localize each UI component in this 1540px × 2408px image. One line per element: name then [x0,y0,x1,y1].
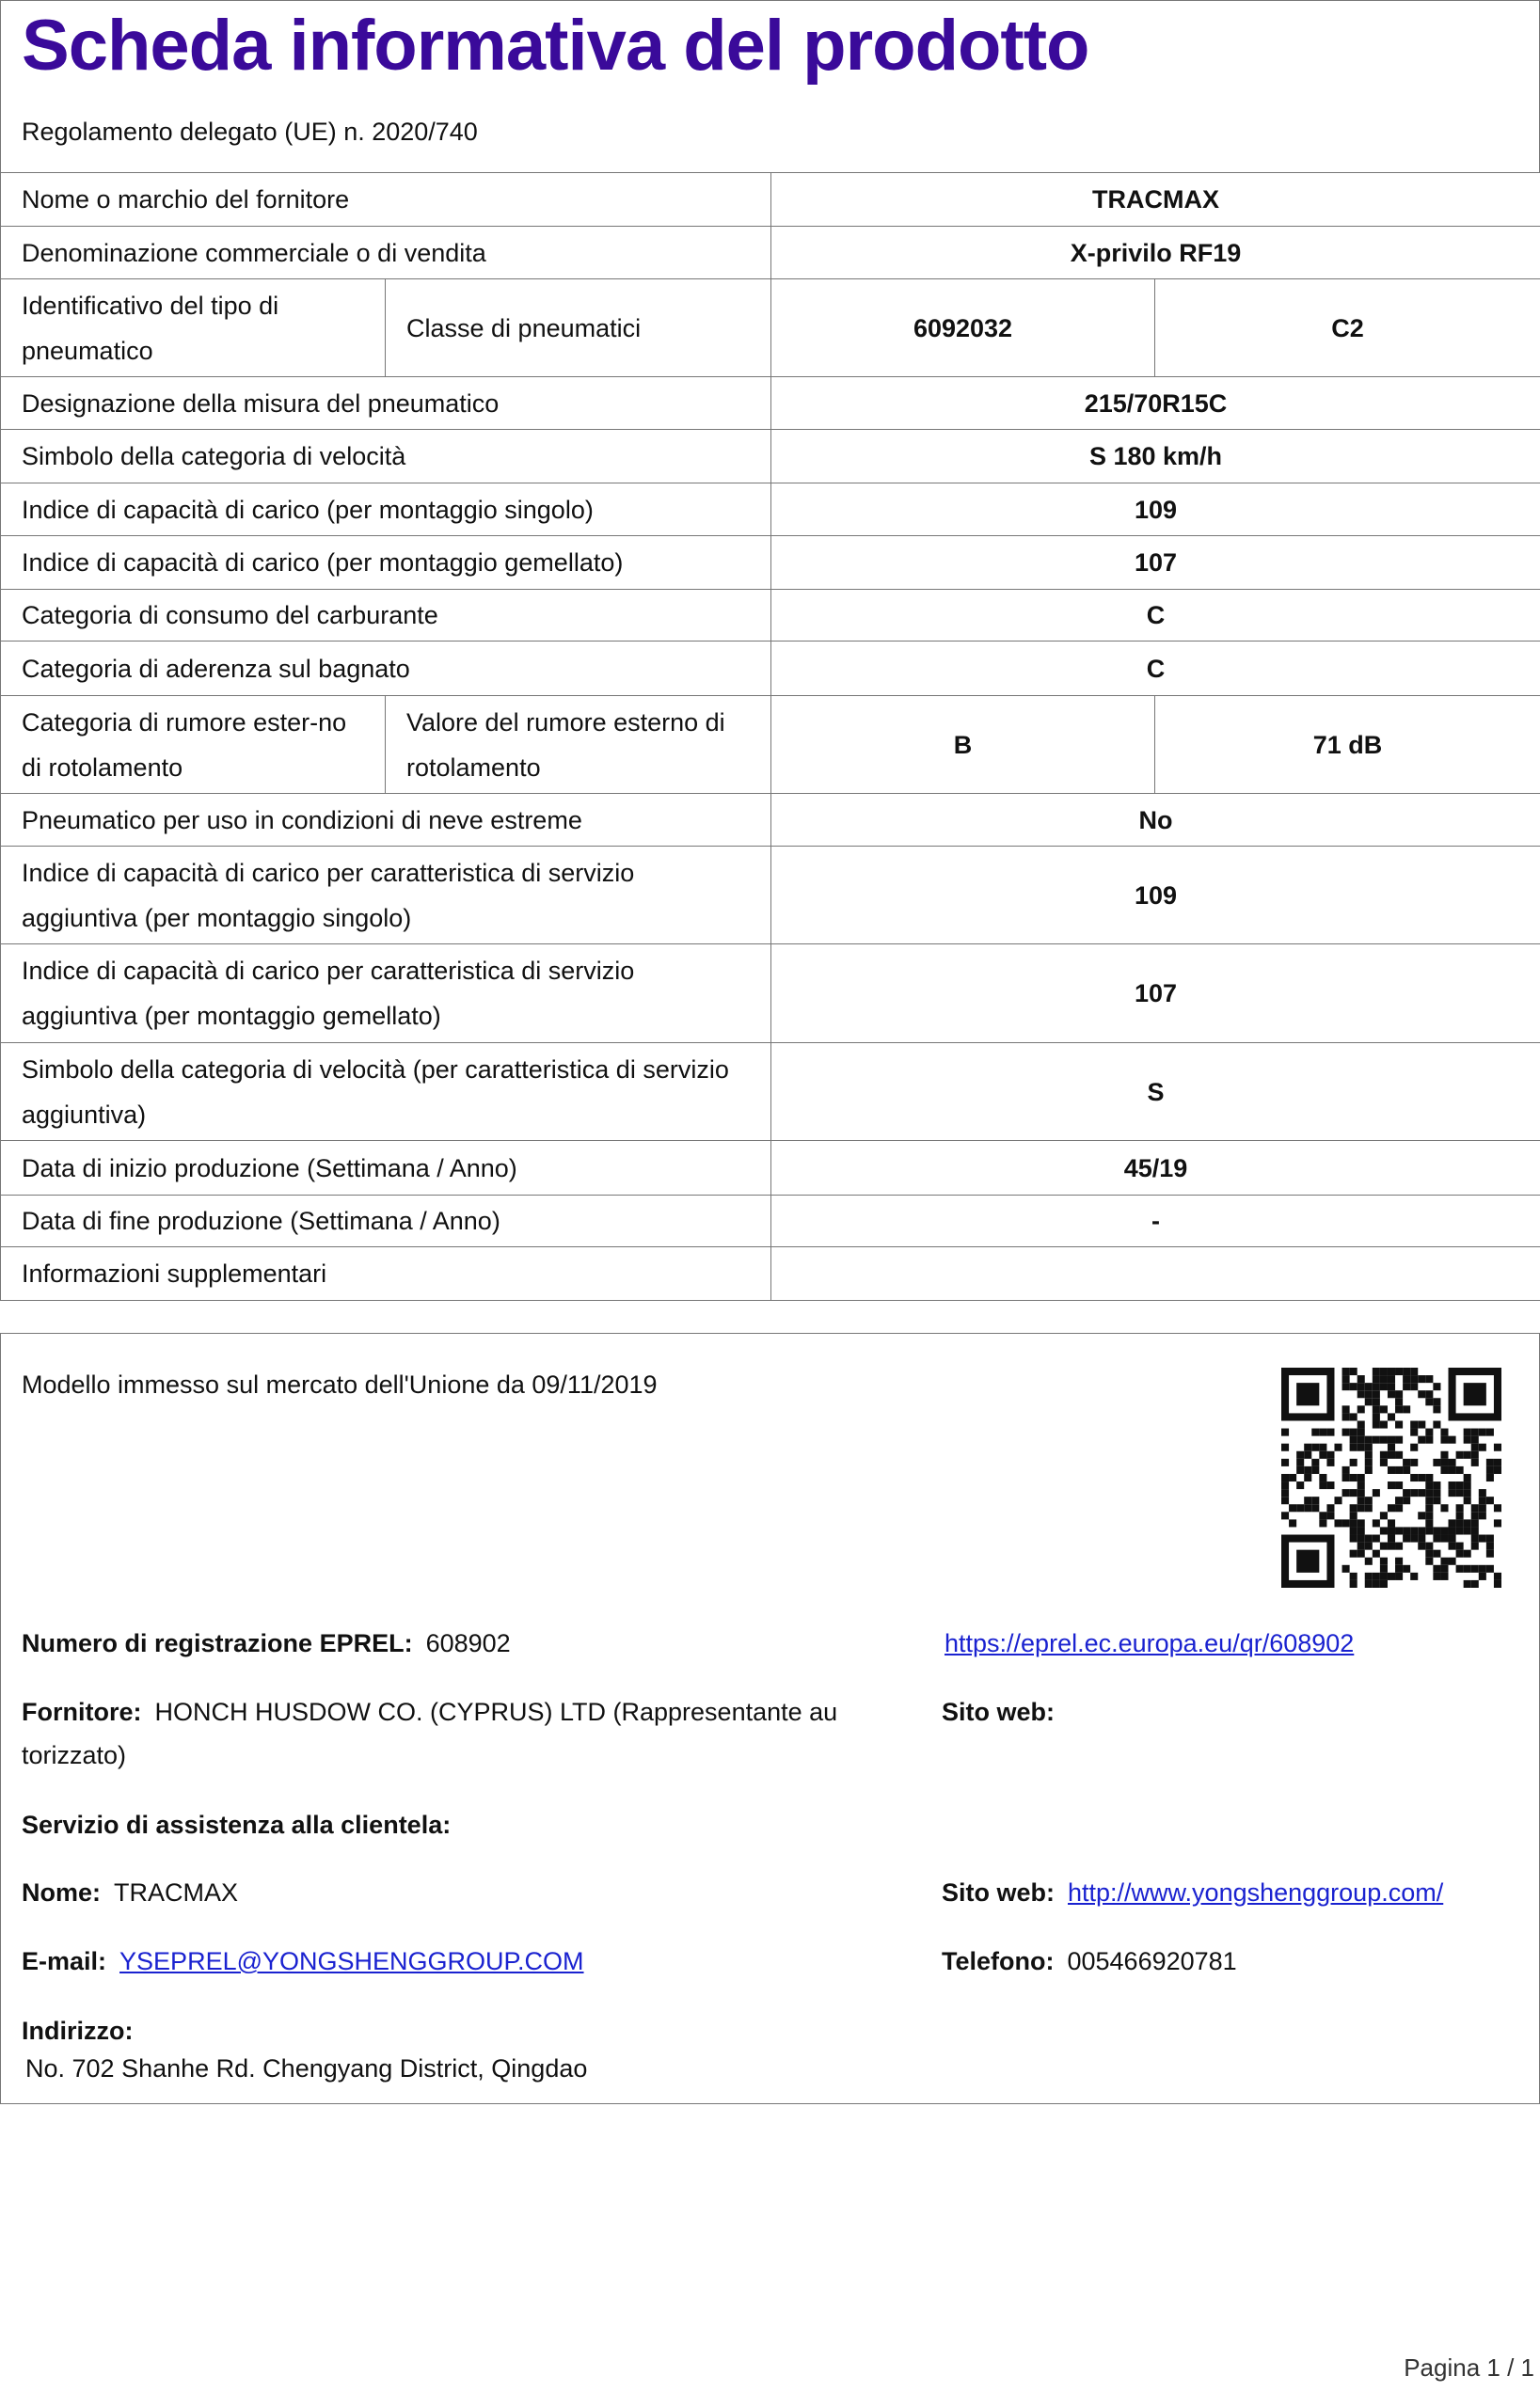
page-title: Scheda informativa del prodotto [22,6,1089,86]
row-value: 107 [771,536,1540,590]
row-value: 45/19 [771,1141,1540,1196]
row-value: 71 dB [1155,696,1540,794]
table-row [1,944,1540,1043]
row-label: Nome o marchio del fornitore [1,173,771,227]
supplier-row [22,1698,837,1727]
row-label: Valore del rumore esterno di rotolamento [386,696,771,794]
web-row [942,1878,1443,1908]
table-row [1,590,1540,642]
row-label: Indice di capacità di carico per caratteristica di servizio aggiuntiva (per montaggio gemellato) [1,944,771,1043]
eprel-value: 608902 [425,1629,511,1657]
supplier-web-label: Sito web: [942,1698,1055,1726]
name-row [22,1878,238,1908]
row-label: Categoria di rumore ester-no di rotolamento [1,696,386,794]
table-row [1,227,1540,279]
regulation: Regolamento delegato (UE) n. 2020/740 [22,118,478,146]
row-value: B [771,696,1155,794]
row-label: Designazione della misura del pneumatico [1,377,771,430]
address-label: Indirizzo: [22,2017,134,2045]
row-value: TRACMAX [771,173,1540,227]
name-value: TRACMAX [114,1878,239,1907]
row-value: C [771,590,1540,642]
row-label: Classe di pneumatici [386,279,771,377]
table-row [1,279,1540,377]
row-label: Data di fine produzione (Settimana / Anno) [1,1196,771,1247]
supplier-label: Fornitore: [22,1698,142,1726]
address-value: No. 702 Shanhe Rd. Chengyang District, Qingdao [25,2054,588,2083]
name-label: Nome: [22,1878,102,1907]
table-row [1,1141,1540,1196]
row-label: Denominazione commerciale o di vendita [1,227,771,279]
row-label: Categoria di aderenza sul bagnato [1,642,771,696]
supplier-value: HONCH HUSDOW CO. (CYPRUS) LTD (Rappresentante au [154,1698,838,1726]
row-value [771,1247,1540,1301]
market-date: Modello immesso sul mercato dell'Unione da 09/11/2019 [22,1370,658,1399]
table-row [1,377,1540,430]
row-value: 6092032 [771,279,1155,377]
row-value: 107 [771,944,1540,1043]
row-label: Indice di capacità di carico (per montaggio singolo) [1,483,771,536]
email-link[interactable]: YSEPREL@YONGSHENGGROUP.COM [119,1947,584,1975]
row-label: Data di inizio produzione (Settimana / Anno) [1,1141,771,1196]
row-label: Categoria di consumo del carburante [1,590,771,642]
eprel-label: Numero di registrazione EPREL: [22,1629,413,1657]
info-box [0,1333,1540,2104]
table-row [1,847,1540,944]
row-value: C2 [1155,279,1540,377]
qr-code[interactable] [1281,1368,1501,1588]
row-value: S 180 km/h [771,430,1540,483]
row-value: No [771,794,1540,847]
row-label: Identificativo del tipo di pneumatico [1,279,386,377]
product-table [0,172,1540,1301]
email-row [22,1947,584,1976]
row-label: Indice di capacità di carico per caratteristica di servizio aggiuntiva (per montaggio singolo) [1,847,771,944]
table-row [1,696,1540,794]
table-row [1,1247,1540,1301]
row-value: C [771,642,1540,696]
table-row [1,536,1540,590]
row-label: Informazioni supplementari [1,1247,771,1301]
service-heading: Servizio di assistenza alla clientela: [22,1811,452,1839]
table-row [1,642,1540,696]
eprel-link[interactable]: https://eprel.ec.europa.eu/qr/608902 [945,1629,1355,1657]
row-value: - [771,1196,1540,1247]
web-label: Sito web: [942,1878,1055,1907]
page-number: Pagina 1 / 1 [1404,2353,1534,2382]
table-row [1,1196,1540,1247]
phone-label: Telefono: [942,1947,1055,1975]
row-value: S [771,1043,1540,1141]
row-value: 109 [771,847,1540,944]
row-label: Simbolo della categoria di velocità (per caratteristica di servizio aggiuntiva) [1,1043,771,1141]
table-row [1,430,1540,483]
web-link[interactable]: http://www.yongshenggroup.com/ [1068,1878,1444,1907]
table-row [1,483,1540,536]
table-row [1,1043,1540,1141]
eprel-row [22,1629,511,1658]
row-label: Pneumatico per uso in condizioni di neve estreme [1,794,771,847]
table-row [1,794,1540,847]
row-label: Simbolo della categoria di velocità [1,430,771,483]
header [0,0,1540,173]
supplier-value-cont: torizzato) [22,1741,127,1769]
row-value: 109 [771,483,1540,536]
row-value: X-privilo RF19 [771,227,1540,279]
email-label: E-mail: [22,1947,107,1975]
row-value: 215/70R15C [771,377,1540,430]
row-label: Indice di capacità di carico (per montaggio gemellato) [1,536,771,590]
phone-value: 005466920781 [1067,1947,1237,1975]
phone-row [942,1947,1237,1976]
eprel-row-link [945,1629,1354,1658]
table-row [1,173,1540,227]
